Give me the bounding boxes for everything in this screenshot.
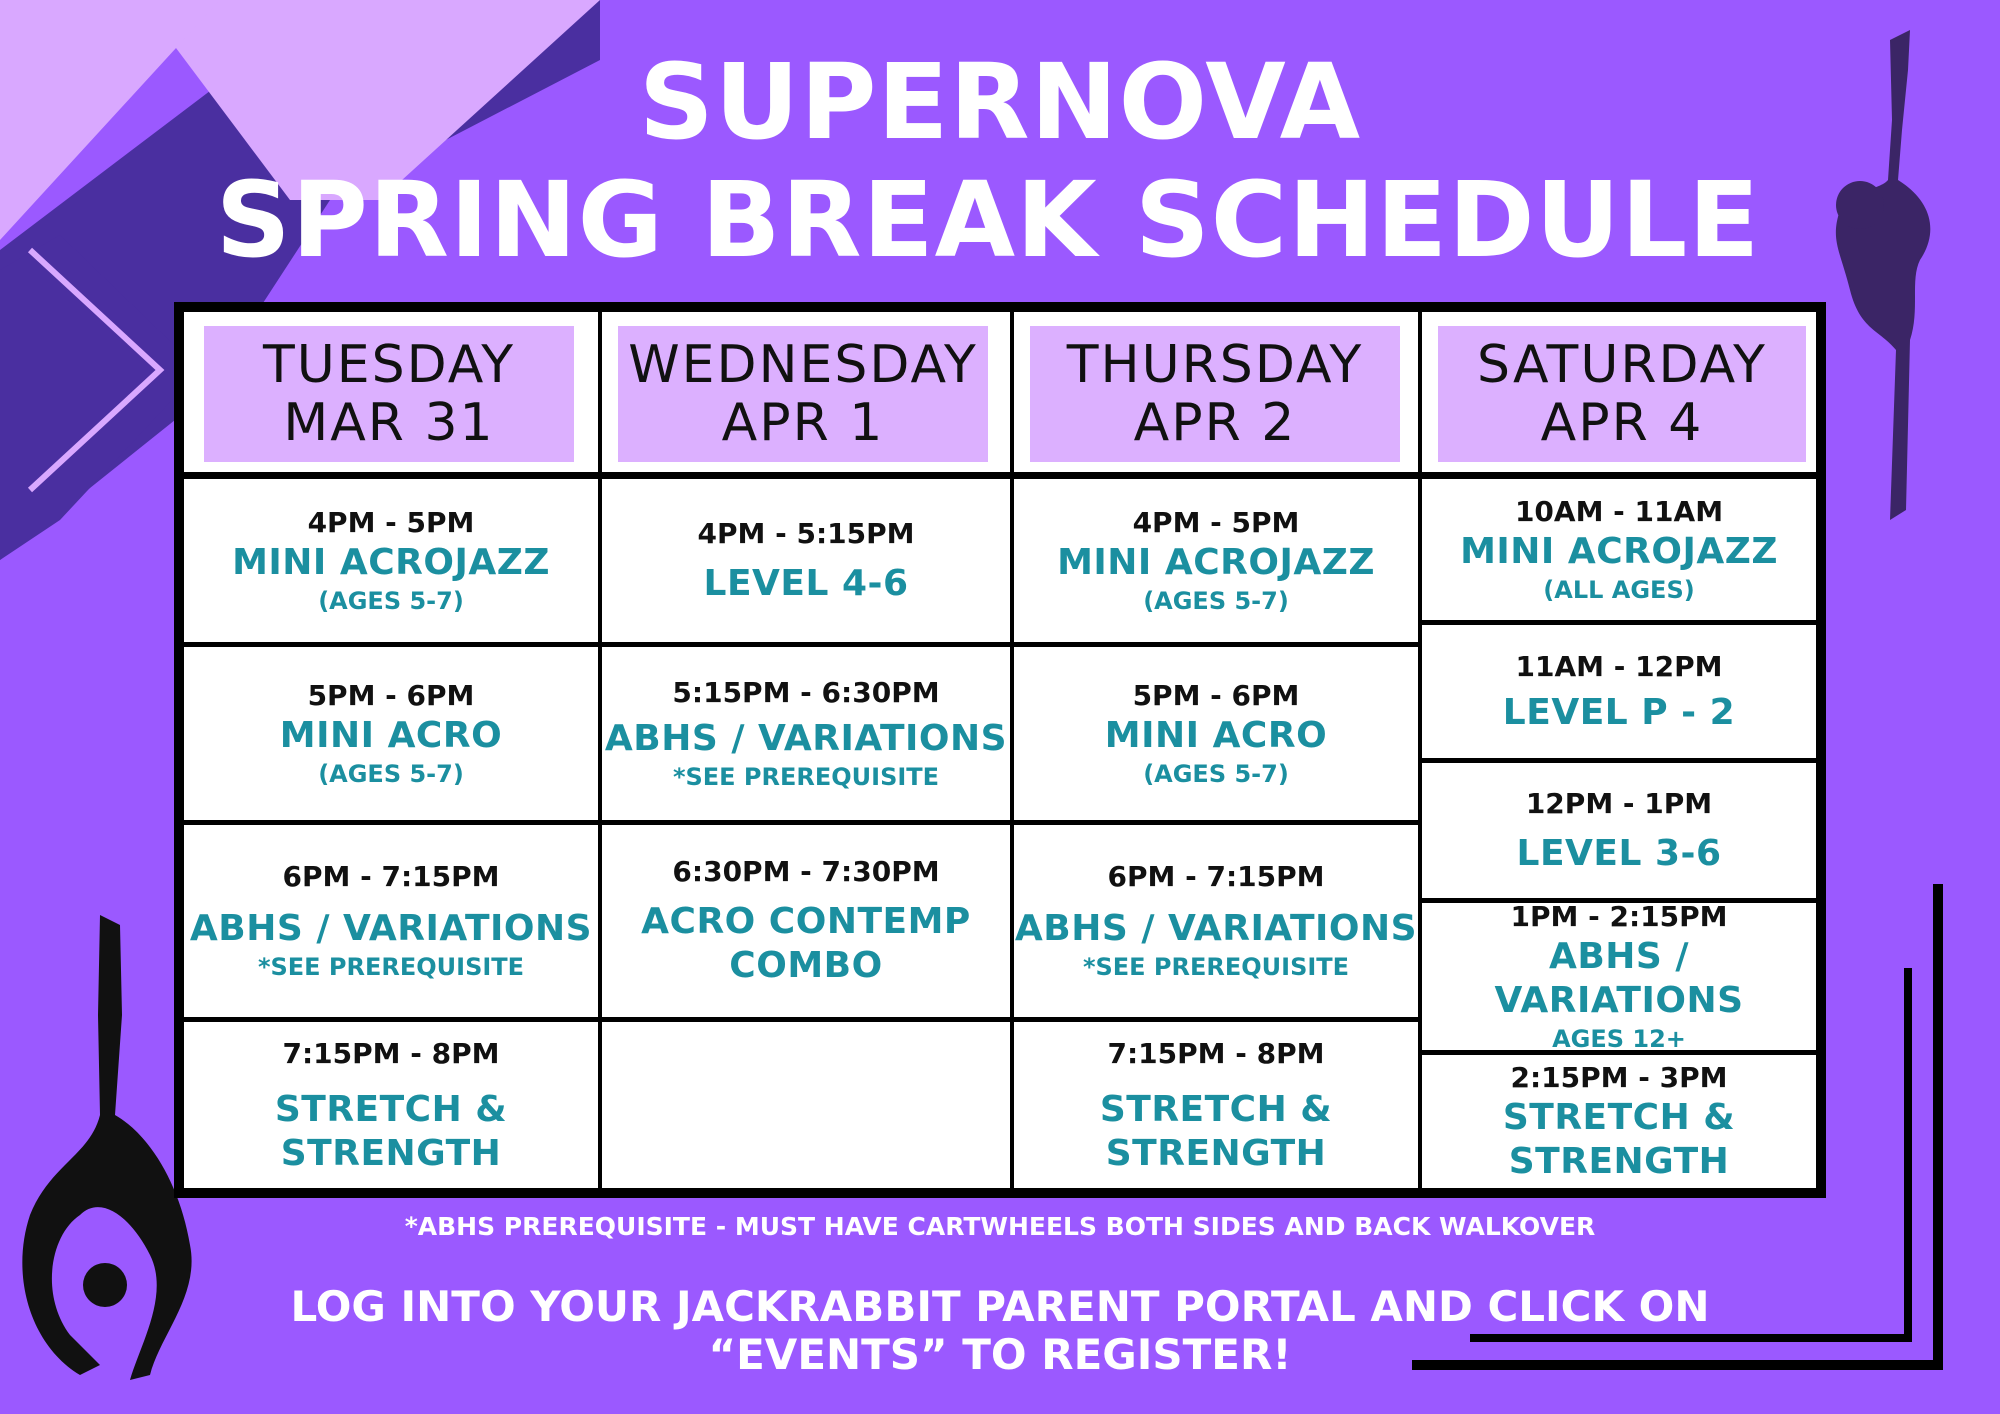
slot-class: ABHS / VARIATIONS: [1014, 908, 1418, 949]
slot-class: LEVEL 3-6: [1516, 832, 1722, 874]
slot-time: 5PM - 6PM: [1132, 678, 1300, 712]
title-line2: SPRING BREAK SCHEDULE: [215, 159, 1761, 281]
slot-class: ABHS / VARIATIONS: [189, 908, 593, 949]
day-header-wednesday: [618, 326, 988, 462]
register-instructions-line2: “EVENTS” TO REGISTER!: [708, 1330, 1292, 1379]
slot-time: 6PM - 7:15PM: [282, 860, 500, 893]
slot-time: 10AM - 11AM: [1514, 494, 1724, 528]
slot-class: MINI ACROJAZZ: [1057, 541, 1375, 583]
day-header-thursday: [1030, 326, 1400, 462]
slot-time: 2:15PM - 3PM: [1510, 1060, 1728, 1094]
slot-note: (ALL AGES): [1543, 575, 1695, 604]
day-name: WEDNESDAY: [628, 335, 978, 395]
schedule-grid: [174, 302, 1826, 1198]
slot-note: *SEE PREREQUISITE: [257, 953, 525, 981]
class-slot: [1422, 763, 1816, 898]
class-slot: [1014, 479, 1418, 642]
class-slot: [184, 825, 598, 1017]
slot-time: 6:30PM - 7:30PM: [672, 855, 940, 888]
register-instructions-line1: LOG INTO YOUR JACKRABBIT PARENT PORTAL AND CLICK ON: [290, 1282, 1710, 1331]
day-header-saturday: [1438, 326, 1806, 462]
slot-time: 7:15PM - 8PM: [282, 1037, 500, 1070]
slot-note: (AGES 5-7): [318, 586, 464, 615]
class-slot: [1422, 899, 1816, 1053]
slot-time: 6PM - 7:15PM: [1107, 860, 1325, 893]
slot-class: MINI ACRO: [279, 714, 503, 756]
class-slot: [602, 825, 1010, 1017]
class-slot: [1422, 625, 1816, 758]
slot-class: LEVEL P - 2: [1502, 691, 1736, 733]
slot-time: 4PM - 5PM: [307, 505, 475, 539]
day-name: THURSDAY: [1066, 335, 1364, 395]
day-header-tuesday: [204, 326, 574, 462]
slot-time: 4PM - 5PM: [1132, 505, 1300, 539]
class-slot: [184, 1022, 598, 1188]
slot-class: ACRO CONTEMP: [641, 901, 971, 942]
slot-class: MINI ACROJAZZ: [1460, 530, 1778, 572]
slot-class: MINI ACROJAZZ: [232, 541, 550, 583]
slot-class: STRETCH & STRENGTH: [274, 1089, 508, 1174]
class-slot: [1422, 1055, 1816, 1188]
slot-note: (AGES 5-7): [1143, 759, 1289, 788]
slot-class: STRETCH & STRENGTH: [1099, 1089, 1333, 1174]
class-slot: [1422, 479, 1816, 620]
slot-note: *SEE PREREQUISITE: [1082, 953, 1350, 981]
slot-note: (AGES 5-7): [318, 759, 464, 788]
class-slot: [1014, 1022, 1418, 1188]
slot-time: 11AM - 12PM: [1515, 649, 1723, 683]
slot-time: 7:15PM - 8PM: [1107, 1037, 1325, 1070]
class-slot: [184, 479, 598, 642]
day-name: SATURDAY: [1477, 335, 1767, 395]
class-slot: [1014, 647, 1418, 820]
slot-note: (AGES 5-7): [1143, 586, 1289, 615]
slot-class-line2: COMBO: [729, 945, 883, 986]
slot-class: ABHS / VARIATIONS: [1494, 935, 1744, 1021]
slot-time: 5PM - 6PM: [307, 678, 475, 712]
title-line1: SUPERNOVA: [638, 41, 1362, 163]
slot-note: AGES 12+: [1552, 1024, 1686, 1053]
class-slot: [602, 647, 1010, 820]
slot-time: 4PM - 5:15PM: [697, 516, 915, 550]
day-date: APR 1: [721, 393, 885, 453]
slot-class: STRETCH & STRENGTH: [1502, 1096, 1736, 1182]
header-divider: [184, 472, 1816, 479]
slot-time: 5:15PM - 6:30PM: [672, 675, 940, 709]
slot-class: ABHS / VARIATIONS: [604, 717, 1008, 759]
class-slot: [184, 647, 598, 820]
day-date: APR 4: [1540, 393, 1704, 453]
slot-time: 1PM - 2:15PM: [1510, 899, 1728, 933]
prerequisite-footnote: *ABHS PREREQUISITE - MUST HAVE CARTWHEELS BOTH SIDES AND BACK WALKOVER: [404, 1212, 1596, 1241]
day-date: APR 2: [1133, 393, 1297, 453]
slot-class: LEVEL 4-6: [703, 562, 909, 604]
slot-class: MINI ACRO: [1104, 714, 1328, 756]
class-slot: [1014, 825, 1418, 1017]
slot-time: 12PM - 1PM: [1525, 786, 1713, 820]
day-date: MAR 31: [283, 393, 495, 453]
slot-note: *SEE PREREQUISITE: [672, 762, 940, 791]
day-name: TUESDAY: [262, 335, 516, 395]
class-slot: [602, 479, 1010, 642]
